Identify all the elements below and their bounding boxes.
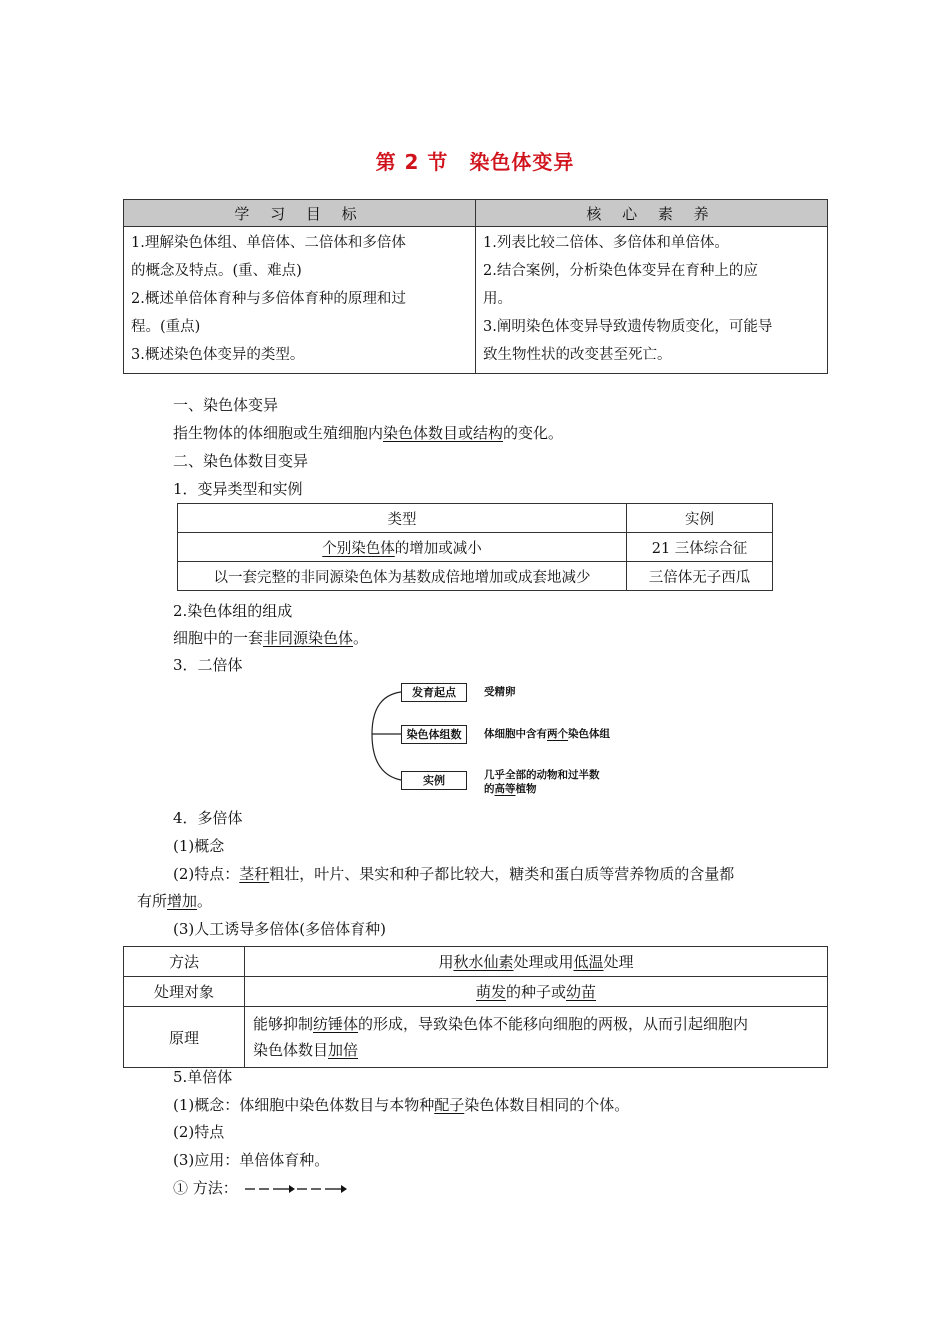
- literacy-line: 致生物性状的改变甚至死亡。: [483, 347, 672, 363]
- polyploid-breeding-table: [123, 946, 828, 1068]
- paragraph: [173, 863, 734, 884]
- text: 。: [353, 629, 369, 647]
- text: 能够抑制: [253, 1015, 314, 1033]
- table-cell: 三倍体无子西瓜: [627, 562, 773, 591]
- text: 的: [484, 783, 495, 795]
- literacy-line: 2.结合案例，分析染色体变异在育种上的应: [483, 263, 758, 279]
- paragraph: [173, 422, 563, 443]
- text: 的变化。: [503, 424, 564, 442]
- table-header: 类型: [178, 504, 627, 533]
- goals-cell: [124, 227, 476, 374]
- table-label: 处理对象: [124, 977, 245, 1007]
- literacy-line: 1.列表比较二倍体、多倍体和单倍体。: [483, 235, 729, 251]
- table-cell: [245, 1007, 828, 1068]
- blank-answer: 染色体数目或结构: [383, 424, 504, 442]
- goal-line: 程。(重点): [131, 319, 201, 335]
- paragraph: [173, 1094, 629, 1115]
- table-cell: [178, 533, 627, 562]
- table-label: 原理: [124, 1007, 245, 1068]
- blank-answer: 纺锤体: [313, 1015, 359, 1033]
- paragraph: [173, 1177, 347, 1198]
- blank-answer: 非同源染色体: [263, 629, 354, 647]
- table-label: 方法: [124, 947, 245, 977]
- core-literacy-cell: [476, 227, 828, 374]
- text: (1)概念：体细胞中染色体数目与本物种: [173, 1096, 435, 1114]
- goal-line: 2.概述单倍体育种与多倍体育种的原理和过: [131, 291, 406, 307]
- blank-answer: 配子: [434, 1096, 465, 1114]
- mind-map-box: 染色体组数: [401, 725, 467, 744]
- diploid-mind-map: [368, 676, 628, 801]
- section-heading: 二、染色体数目变异: [173, 452, 309, 470]
- subheading: 1．变异类型和实例: [173, 480, 303, 498]
- blank-answer: 加倍: [328, 1041, 359, 1059]
- paragraph: (3)人工诱导多倍体(多倍体育种): [173, 920, 386, 938]
- method-flow-arrows: [243, 1183, 347, 1195]
- table-header: 实例: [627, 504, 773, 533]
- paragraph: [173, 627, 368, 648]
- mind-map-text: [484, 782, 537, 796]
- blank-answer: 个别染色体: [322, 540, 395, 557]
- mind-map-box: 发育起点: [401, 683, 467, 702]
- text: 粗壮，叶片、果实和种子都比较大，糖类和蛋白质等营养物质的含量都: [269, 865, 735, 883]
- text: 的增加或减小: [394, 540, 482, 557]
- paragraph: (1)概念: [173, 837, 225, 855]
- text: 指生物体的体细胞或生殖细胞内: [173, 424, 384, 442]
- core-literacy-header: 核 心 素 养: [476, 200, 828, 227]
- table-cell: [245, 947, 828, 977]
- paragraph: (2)特点: [173, 1123, 225, 1141]
- text: 细胞中的一套: [173, 629, 264, 647]
- text: 处理或用: [513, 953, 574, 971]
- text: 。: [197, 892, 213, 910]
- learning-goals-table: [123, 199, 828, 374]
- subheading: 5.单倍体: [173, 1068, 233, 1086]
- blank-answer: 幼苗: [566, 983, 597, 1001]
- goal-line: 的概念及特点。(重、难点): [131, 263, 302, 279]
- subheading: 2.染色体组的组成: [173, 602, 293, 620]
- table-cell: 以一套完整的非同源染色体为基数成倍地增加或成套地减少: [178, 562, 627, 591]
- text: 染色体组: [568, 728, 610, 740]
- goals-header: 学 习 目 标: [124, 200, 476, 227]
- subheading: 3．二倍体: [173, 656, 243, 674]
- table-cell: [245, 977, 828, 1007]
- text: 染色体数目相同的个体。: [464, 1096, 630, 1114]
- paragraph: [137, 890, 212, 911]
- mind-map-box: 实例: [401, 771, 467, 790]
- text: 植物: [515, 783, 537, 795]
- text: 用: [438, 953, 454, 971]
- text: 的形成，导致染色体不能移向细胞的两极，从而引起细胞内: [358, 1015, 749, 1033]
- mind-map-text: 几乎全部的动物和过半数: [484, 769, 600, 781]
- page-title: 第 2 节 染色体变异: [375, 150, 575, 174]
- variation-types-table: [177, 503, 773, 591]
- text: ① 方法：: [173, 1179, 238, 1197]
- blank-answer: 低温: [573, 953, 604, 971]
- goal-line: 3.概述染色体变异的类型。: [131, 347, 305, 363]
- mind-map-text: [484, 727, 610, 741]
- text: 处理: [603, 953, 634, 971]
- blank-answer: 秋水仙素: [453, 953, 514, 971]
- blank-answer: 两个: [547, 728, 568, 740]
- text: 的种子或: [505, 983, 566, 1001]
- blank-answer: 萌发: [475, 983, 506, 1001]
- blank-answer: 高等: [494, 783, 516, 795]
- blank-answer: 增加: [167, 892, 198, 910]
- text: 染色体数目: [253, 1041, 329, 1059]
- text: 有所: [137, 892, 168, 910]
- mind-map-text: 受精卵: [484, 686, 516, 698]
- section-heading: 一、染色体变异: [173, 396, 279, 414]
- literacy-line: 用。: [483, 291, 512, 307]
- literacy-line: 3.阐明染色体变异导致遗传物质变化，可能导: [483, 319, 773, 335]
- subheading: 4．多倍体: [173, 809, 243, 827]
- text: (2)特点：: [173, 865, 240, 883]
- table-cell: 21 三体综合征: [627, 533, 773, 562]
- text: 体细胞中含有: [484, 728, 547, 740]
- paragraph: (3)应用：单倍体育种。: [173, 1151, 330, 1169]
- blank-answer: 茎秆: [239, 865, 270, 883]
- goal-line: 1.理解染色体组、单倍体、二倍体和多倍体: [131, 235, 406, 251]
